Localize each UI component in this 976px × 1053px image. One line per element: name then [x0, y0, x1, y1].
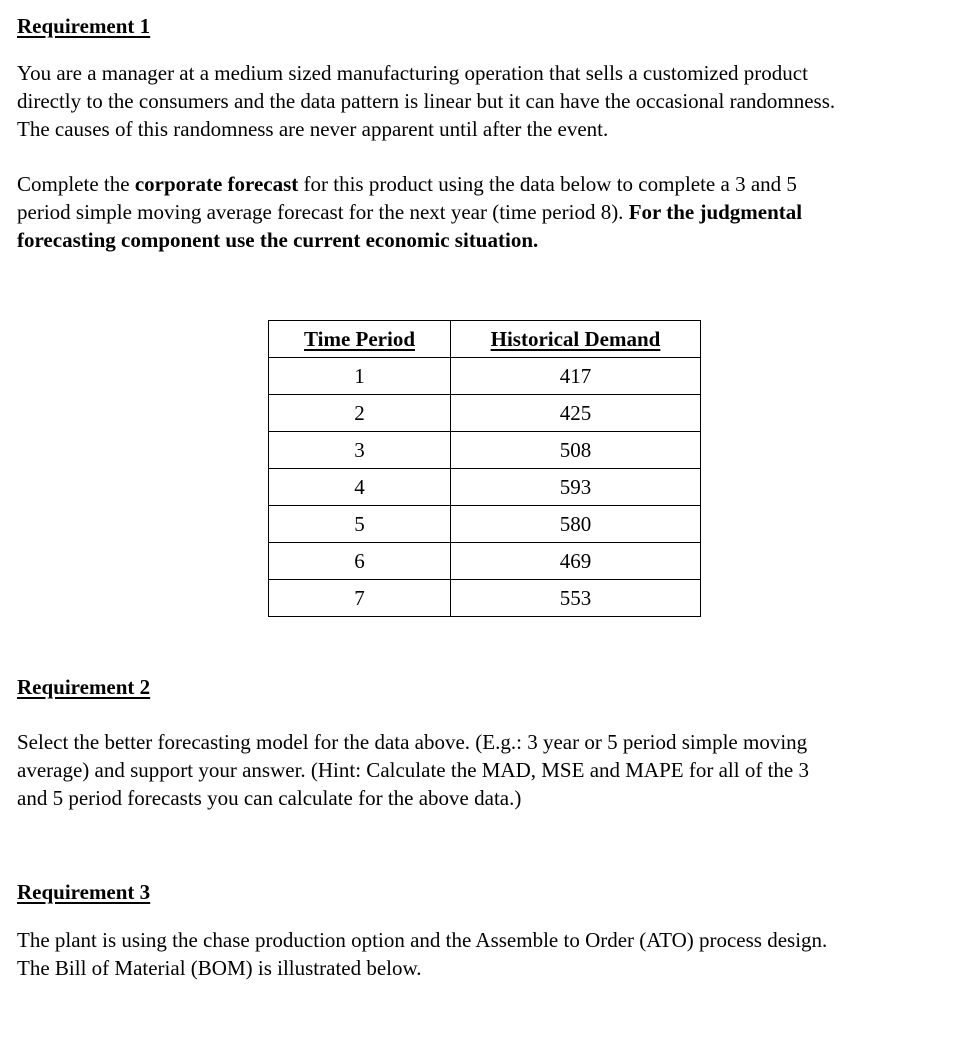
- paragraph-line: The plant is using the chase production option and the Assemble to Order (ATO) process design.: [17, 928, 828, 952]
- paragraph-line: average) and support your answer. (Hint: Calculate the MAD, MSE and MAPE for all of the 3: [17, 758, 809, 782]
- time-period-cell: 1: [269, 358, 451, 395]
- text-run: for this product using the data below to complete a 3 and 5: [298, 172, 797, 196]
- bold-text-judgmental: For the judgmental: [628, 200, 803, 224]
- time-period-cell: 6: [269, 543, 451, 580]
- paragraph-line: directly to the consumers and the data pattern is linear but it can have the occasional randomness.: [17, 89, 836, 113]
- table-row: [269, 580, 701, 617]
- demand-cell: 417: [451, 358, 701, 395]
- requirement-2-heading: Requirement 2: [17, 675, 151, 699]
- text-run: Complete the: [17, 172, 135, 196]
- requirement-3-paragraph: [17, 926, 962, 982]
- bold-text-forecasting-component: forecasting component use the current economic situation.: [17, 228, 539, 252]
- demand-cell: 469: [451, 543, 701, 580]
- time-period-cell: 7: [269, 580, 451, 617]
- paragraph-line: The Bill of Material (BOM) is illustrated below.: [17, 956, 422, 980]
- paragraph-line: [17, 170, 962, 198]
- paragraph-line: Select the better forecasting model for the data above. (E.g.: 3 year or 5 period simple moving: [17, 730, 808, 754]
- table-row: [269, 506, 701, 543]
- historical-demand-table: [268, 320, 701, 617]
- table-row: [269, 543, 701, 580]
- requirement-1-paragraph-1: [17, 59, 962, 143]
- table-row: [269, 358, 701, 395]
- requirement-2-paragraph: [17, 728, 962, 812]
- paragraph-line: You are a manager at a medium sized manufacturing operation that sells a customized product: [17, 61, 808, 85]
- demand-cell: 593: [451, 469, 701, 506]
- table-row: [269, 469, 701, 506]
- requirement-1-heading: Requirement 1: [17, 14, 151, 38]
- requirement-3-heading: Requirement 3: [17, 880, 151, 904]
- demand-cell: 580: [451, 506, 701, 543]
- table-header-row: [269, 321, 701, 358]
- demand-cell: 425: [451, 395, 701, 432]
- paragraph-line: and 5 period forecasts you can calculate for the above data.): [17, 786, 522, 810]
- column-header-historical-demand: Historical Demand: [451, 321, 701, 358]
- paragraph-line: [17, 198, 962, 226]
- time-period-cell: 2: [269, 395, 451, 432]
- paragraph-line: [17, 226, 962, 254]
- requirement-1-paragraph-2: [17, 170, 962, 254]
- table-row: [269, 395, 701, 432]
- time-period-cell: 4: [269, 469, 451, 506]
- bold-text-corporate-forecast: corporate forecast: [134, 172, 299, 196]
- paragraph-line: The causes of this randomness are never apparent until after the event.: [17, 117, 609, 141]
- demand-cell: 553: [451, 580, 701, 617]
- time-period-cell: 5: [269, 506, 451, 543]
- time-period-cell: 3: [269, 432, 451, 469]
- text-run: period simple moving average forecast for the next year (time period 8).: [17, 200, 629, 224]
- column-header-time-period: Time Period: [269, 321, 451, 358]
- demand-cell: 508: [451, 432, 701, 469]
- table-row: [269, 432, 701, 469]
